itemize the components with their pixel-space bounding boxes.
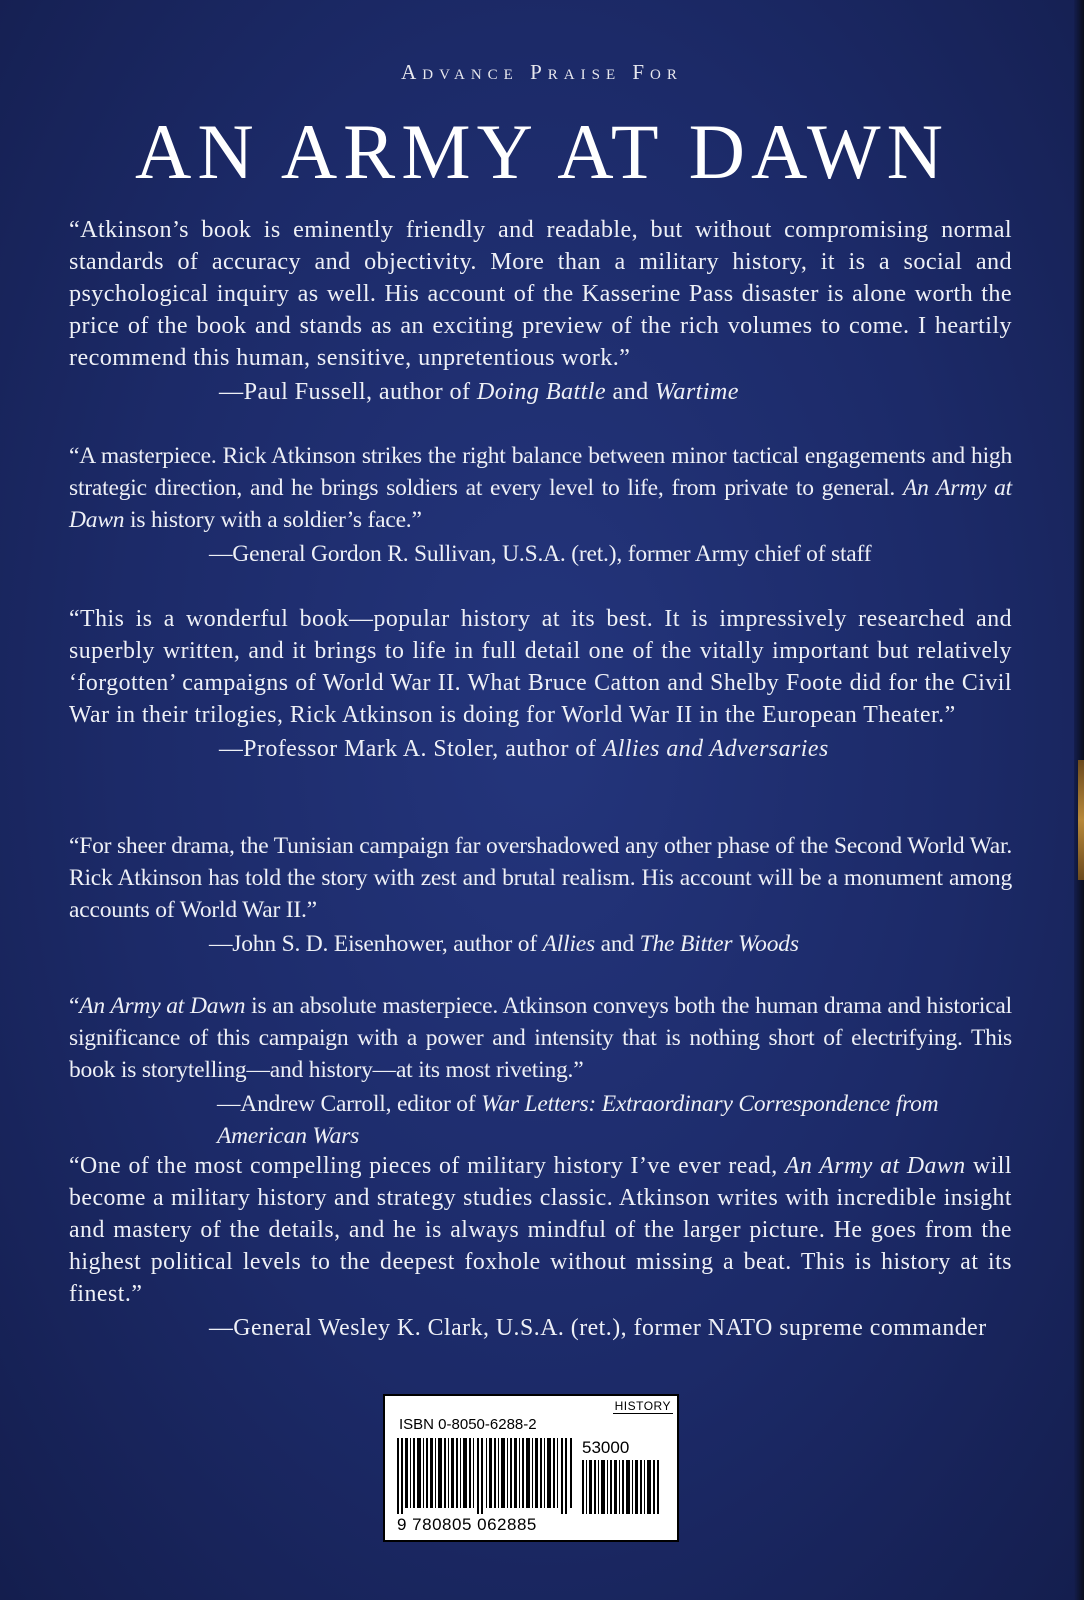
- blurb-carroll: [69, 990, 1012, 1152]
- blurb-attribution: [69, 733, 1012, 765]
- book-title: AN ARMY AT DAWN: [135, 108, 949, 195]
- quote-text: “One of the most compelling pieces of military history I’ve ever read,: [69, 1153, 785, 1179]
- book-title-inline: An Army at Dawn: [69, 475, 1012, 533]
- quote-text-end: will become a military history and strategy studies classic. Atkinson writes with incredible insight and mastery of the details, and he is always mindful of the larger picture. He goes from the highest political levels to the deepest foxhole without missing a beat. This is history at its finest.”: [69, 1153, 1013, 1307]
- attribution-text: —Andrew Carroll, editor of: [217, 1091, 482, 1117]
- book-title-inline: An Army at Dawn: [79, 993, 246, 1019]
- blurb-quote: “Atkinson’s book is eminently friendly and readable, but without compromising normal standards of accuracy and objectivity. More than a military history, it is a social and psychological inquiry as well. His account of the Kasserine Pass disaster is alone worth the price of the book and stands as an exciting preview of the rich volumes to come. I heartily recommend this human, sensitive, unpretentious work.”: [69, 216, 1012, 371]
- blurb-quote: [69, 1150, 1012, 1310]
- price-code: 53000: [582, 1438, 630, 1457]
- price-barcode: [582, 1460, 660, 1514]
- blurb-fussell: [69, 214, 1012, 408]
- blurb-attribution: [69, 928, 1012, 960]
- blurb-quote: “For sheer drama, the Tunisian campaign far overshadowed any other phase of the Second World War. Rick Atkinson has told the story with zest and brutal realism. His account will be a monument among accounts of World War II.”: [69, 833, 1012, 923]
- blurb-clark: [69, 1150, 1012, 1344]
- quote-text-end: is an absolute masterpiece. Atkinson conveys both the human drama and historical significance of this campaign with a power and intensity that is nothing short of electrifying. This book is storytelling—and history—at its most riveting.”: [69, 993, 1012, 1083]
- quote-text-end: is history with a soldier’s face.”: [124, 507, 422, 533]
- isbn-text: ISBN 0-8050-6288-2: [399, 1416, 537, 1433]
- attribution-text: —Professor Mark A. Stoler, author of: [219, 736, 603, 762]
- ean-digits: 9 780805 062885: [397, 1515, 537, 1534]
- work-title: Allies and Adversaries: [602, 736, 829, 762]
- attribution-joiner: and: [594, 931, 640, 957]
- ean-barcode: [397, 1438, 573, 1514]
- spine-color-strip: [1078, 760, 1084, 880]
- blurb-attribution: —General Gordon R. Sullivan, U.S.A. (ret.), former Army chief of staff: [209, 541, 872, 567]
- attribution-joiner: and: [606, 378, 656, 405]
- blurb-attribution: [69, 1088, 1012, 1152]
- blurb-attribution: —General Wesley K. Clark, U.S.A. (ret.), former NATO supreme commander: [209, 1315, 987, 1341]
- work-title: Doing Battle: [476, 378, 607, 405]
- advance-praise-kicker: Advance Praise For: [401, 60, 683, 84]
- blurb-sullivan: [69, 440, 1012, 570]
- blurb-stoler: [69, 603, 1012, 765]
- quote-text: “A masterpiece. Rick Atkinson strikes the right balance between minor tactical engagements and high strategic direction, and he brings soldiers at every level to life, from private to general.: [69, 443, 1012, 501]
- attribution-text: —Paul Fussell, author of: [219, 378, 477, 405]
- blurb-eisenhower: [69, 830, 1012, 960]
- work-title: Wartime: [655, 378, 739, 405]
- attribution-text: —John S. D. Eisenhower, author of: [209, 931, 543, 957]
- work-title: War Letters: Extraordinary Correspondence from American Wars: [217, 1091, 939, 1149]
- blurb-quote: [69, 440, 1012, 536]
- work-title: The Bitter Woods: [639, 931, 799, 957]
- blurb-quote: “An Army at Dawn is an absolute masterpiece. Atkinson conveys both the human drama and historical significance of this campaign with a power and intensity that is nothing short of electrifying. This book is storytelling—and history—at its most riveting.”: [69, 993, 1012, 1083]
- blurb-attribution: [69, 376, 1012, 408]
- work-title: Allies: [542, 931, 595, 957]
- category-label: HISTORY: [614, 1399, 671, 1413]
- book-title-inline: An Army at Dawn: [785, 1153, 966, 1179]
- isbn-barcode-box: [383, 1394, 679, 1542]
- blurb-quote: “This is a wonderful book—popular history at its best. It is impressively researched and superbly written, and it brings to life in full detail one of the vitally important but relatively ‘forgotten’ campaigns of World War II. What Bruce Catton and Shelby Foote did for the Civil War in their trilogies, Rick Atkinson is doing for World War II in the European Theater.”: [69, 606, 1012, 728]
